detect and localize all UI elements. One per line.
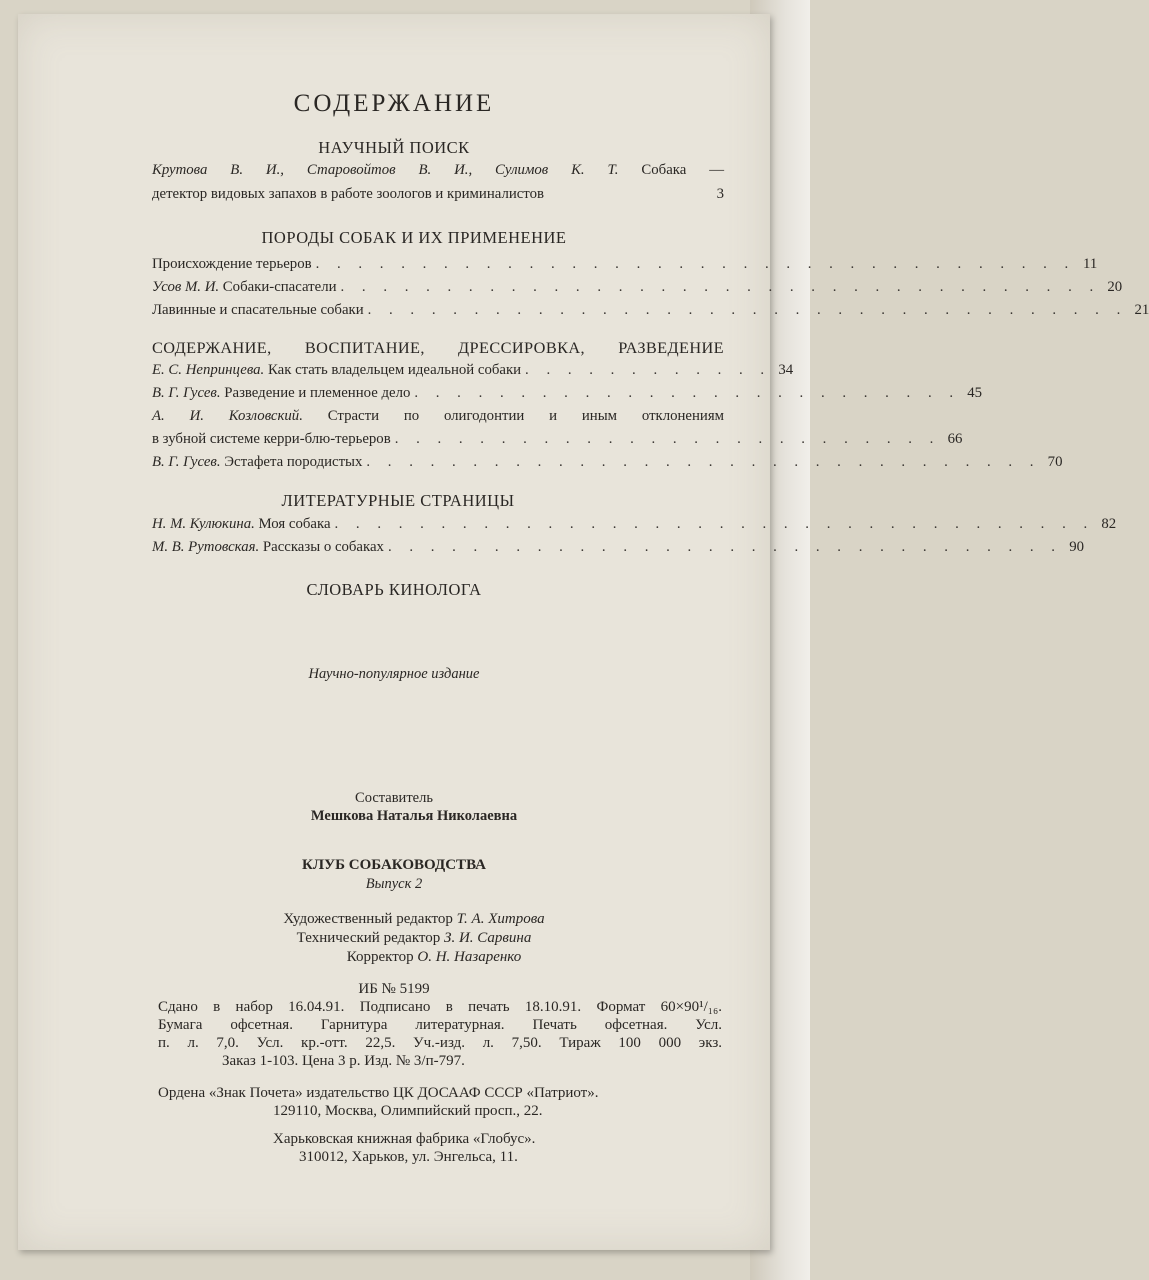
toc-entry-title: Собака — (641, 162, 724, 178)
toc-entry-page: 90 (1069, 539, 1084, 555)
toc-entry: в зубной системе керри-блю-терьеров . . . . . . . . . . . . . . . . . . . . . . . . . . 66 (152, 431, 963, 447)
toc-entry-author: А. И. Козловский. (152, 408, 303, 424)
toc-entry: Н. М. Кулюкина. Моя собака . . . . . . . . . . . . . . . . . . . . . . . . . . . . . . . . . . . . 82 (152, 516, 1117, 532)
art-editor-label: Художественный редактор (283, 911, 453, 927)
toc-entry-line (152, 162, 724, 179)
toc-entry: М. В. Рутовская. Рассказы о собаках . . . . . . . . . . . . . . . . . . . . . . . . . . . . . . . . 90 (152, 539, 1084, 555)
toc-entry (152, 408, 724, 425)
tech-editor-name: З. И. Сарвина (444, 930, 532, 946)
toc-entry: Е. С. Непринцева. Как стать владельцем идеальной собаки . . . . . . . . . . . . 34 (152, 362, 794, 378)
printer-line: Харьковская книжная фабрика «Глобус». (273, 1131, 536, 1147)
tech-info-line: Сдано в набор 16.04.91. Подписано в печать 18.10.91. Формат 60×90¹/₁₆. (158, 999, 722, 1015)
toc-entry-page: 11 (1083, 256, 1098, 272)
proofreader-line (58, 949, 810, 966)
toc-entry-author: В. Г. Гусев. (152, 385, 221, 401)
toc-entry-author: М. В. Рутовская. (152, 539, 260, 555)
section-heading-literary: ЛИТЕРАТУРНЫЕ СТРАНИЦЫ (281, 491, 515, 510)
toc-entry-line (152, 186, 724, 203)
toc-entry-author: Усов М. И. (152, 279, 220, 295)
ib-number: ИБ № 5199 (358, 981, 430, 997)
toc-entry: Лавинные и спасательные собаки . . . . . . . . . . . . . . . . . . . . . . . . . . . . . . . . . . . . 21 (152, 302, 1149, 318)
toc-entry-author: Н. М. Кулюкина. (152, 516, 255, 532)
toc-entry-title: Происхождение терьеров (152, 256, 312, 272)
tech-editor-line (38, 930, 790, 947)
toc-entry-author: Е. С. Непринцева. (152, 362, 265, 378)
toc-entry: Происхождение терьеров . . . . . . . . . . . . . . . . . . . . . . . . . . . . . . . . . . . . 11 (152, 256, 1098, 272)
toc-entry-page: 45 (967, 385, 983, 401)
issue-number: Выпуск 2 (365, 876, 423, 892)
tech-info-line: п. л. 7,0. Усл. кр.-отт. 22,5. Уч.-изд. л. 7,50. Тираж 100 000 экз. (158, 1035, 722, 1051)
toc-entry-title: Эстафета породистых (224, 454, 363, 470)
publisher-line: Ордена «Знак Почета» издательство ЦК ДОСААФ СССР «Патриот». (158, 1085, 599, 1101)
toc-entry-page: 34 (778, 362, 794, 378)
tech-editor-label: Технический редактор (296, 930, 441, 946)
section-heading-care: СОДЕРЖАНИЕ, ВОСПИТАНИЕ, ДРЕССИРОВКА, РАЗВЕДЕНИЕ (152, 338, 724, 357)
toc-entry: Усов М. И. Собаки-спасатели . . . . . . . . . . . . . . . . . . . . . . . . . . . . . . . . . . . . 20 (152, 279, 1123, 295)
toc-entry-title: в зубной системе керри-блю-терьеров (152, 431, 391, 447)
compiler-name: Мешкова Наталья Николаевна (310, 808, 518, 824)
toc-entry-title: Лавинные и спасательные собаки (152, 302, 364, 318)
compiler-label: Составитель (355, 790, 433, 806)
section-heading-scientific-search: НАУЧНЫЙ ПОИСК (318, 138, 470, 157)
section-heading-breeds: ПОРОДЫ СОБАК И ИХ ПРИМЕНЕНИЕ (261, 228, 567, 247)
page-title: СОДЕРЖАНИЕ (293, 90, 495, 117)
toc-entry: В. Г. Гусев. Разведение и племенное дело . . . . . . . . . . . . . . . . . . . . . . . . . . 45 (152, 385, 983, 401)
tech-info-line: Бумага офсетная. Гарнитура литературная. Печать офсетная. Усл. (158, 1017, 722, 1033)
toc-entry: В. Г. Гусев. Эстафета породистых . . . . . . . . . . . . . . . . . . . . . . . . . . . . . . . . 70 (152, 454, 1063, 470)
toc-entry-title: Собаки-спасатели (222, 279, 337, 295)
proofreader-label: Корректор (346, 949, 414, 965)
printer-address: 310012, Харьков, ул. Энгельса, 11. (299, 1149, 518, 1165)
art-editor-line (38, 911, 790, 928)
book-page (18, 14, 1149, 1250)
toc-entry-title: Как стать владельцем идеальной собаки (267, 362, 522, 378)
edition-type: Научно-популярное издание (308, 666, 480, 682)
toc-entry-page: 66 (947, 431, 963, 447)
proofreader-name: О. Н. Назаренко (417, 949, 522, 965)
toc-entry-page: 82 (1101, 516, 1117, 532)
toc-entry-title: детектор видовых запахов в работе зоологов и криминалистов (152, 186, 544, 202)
order-line: Заказ 1-103. Цена 3 р. Изд. № 3/п-797. (222, 1053, 465, 1069)
toc-entry-author: В. Г. Гусев. (152, 454, 221, 470)
toc-entry-page: 21 (1134, 302, 1149, 318)
toc-entry-title: Рассказы о собаках (262, 539, 384, 555)
art-editor-name: Т. А. Хитрова (456, 911, 545, 927)
publisher-address: 129110, Москва, Олимпийский просп., 22. (273, 1103, 543, 1119)
toc-entry-page: 3 (716, 186, 724, 202)
toc-entry-page: 70 (1047, 454, 1063, 470)
toc-entry-page: 20 (1107, 279, 1123, 295)
toc-entry-title: Разведение и племенное дело (224, 385, 411, 401)
toc-entry-title: Страсти по олигодонтии и иным отклонениям (327, 408, 725, 424)
section-heading-glossary: СЛОВАРЬ КИНОЛОГА (306, 580, 482, 599)
toc-entry-author: Крутова В. И., Старовойтов В. И., Сулимов К. Т. (152, 162, 619, 178)
toc-entry-title: Моя собака (258, 516, 331, 532)
book-title: КЛУБ СОБАКОВОДСТВА (302, 857, 486, 873)
